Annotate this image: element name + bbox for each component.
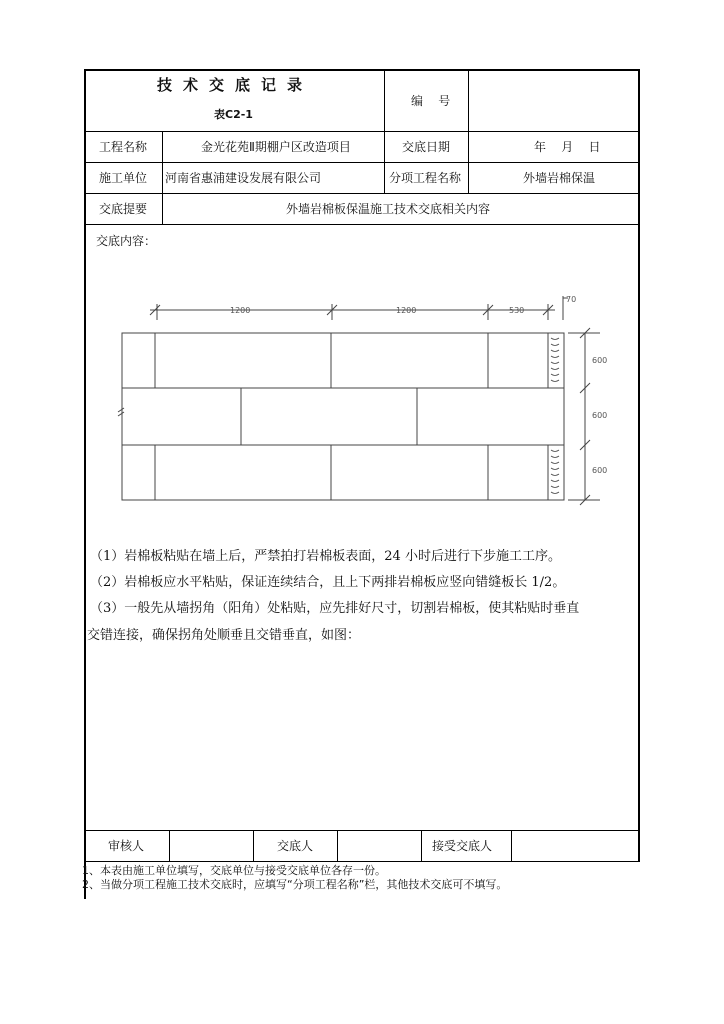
form-number: 表C2-1 [214,108,253,121]
discloser-label: 交底人 [277,839,314,853]
col-line [384,69,385,193]
number-label: 编 号 [411,94,451,108]
content-paragraph-2: （2）岩棉板应水平粘贴，保证连续结合，且上下两排岩棉板应竖向错缝板长 1/2。 [90,575,566,590]
dim-right-2: 600 [592,411,608,420]
col-line [253,830,254,861]
unit-value: 河南省惠浦建设发展有限公司 [165,171,322,185]
dim-top-1: 1200 [230,306,251,315]
row-line [84,861,640,862]
project-name-label: 工程名称 [99,140,148,154]
subproject-label: 分项工程名称 [389,171,462,185]
dim-right-1: 600 [592,356,608,365]
unit-label: 施工单位 [99,171,148,185]
col-line [511,830,512,861]
dim-right-3: 600 [592,466,608,475]
note-2: 2、当做分项工程施工技术交底时，应填写“分项工程名称”栏，其他技术交底可不填写。 [82,878,508,891]
date-value[interactable]: 年 月 日 [534,140,601,154]
dim-top-3: 530 [509,306,525,315]
date-label: 交底日期 [402,140,451,154]
receiver-label: 接受交底人 [432,839,493,853]
col-line [337,830,338,861]
subproject-value: 外墙岩棉保温 [523,171,596,185]
table-border-top [84,69,640,71]
content-paragraph-1: （1）岩棉板粘贴在墙上后，严禁拍打岩棉板表面，24 小时后进行下步施工工序。 [90,549,561,564]
content-label: 交底内容： [96,234,157,248]
table-border-right [638,69,640,862]
row-line [84,131,640,132]
dim-top-4: 70 [566,295,577,304]
project-name-value: 金光花苑Ⅱ期棚户区改造项目 [201,140,351,154]
col-line [468,69,469,193]
reviewer-label: 审核人 [108,839,145,853]
row-line [84,162,640,163]
dim-top-2: 1200 [396,306,417,315]
row-line [84,224,640,225]
col-line [421,830,422,861]
row-line [84,193,640,194]
summary-label: 交底提要 [99,202,148,216]
col-line [162,131,163,224]
note-1: 1、本表由施工单位填写，交底单位与接受交底单位各存一份。 [82,864,386,877]
page-title: 技术交底记录 [157,76,314,94]
content-paragraph-4: 交错连接，确保拐角处顺垂且交错垂直，如图： [87,628,361,643]
content-paragraph-3: （3）一般先从墙拐角（阳角）处粘贴，应先排好尺寸，切割岩棉板，使其粘贴时垂直 [90,601,580,616]
col-line [169,830,170,861]
row-line [84,830,640,831]
summary-value: 外墙岩棉板保温施工技术交底相关内容 [286,202,491,216]
